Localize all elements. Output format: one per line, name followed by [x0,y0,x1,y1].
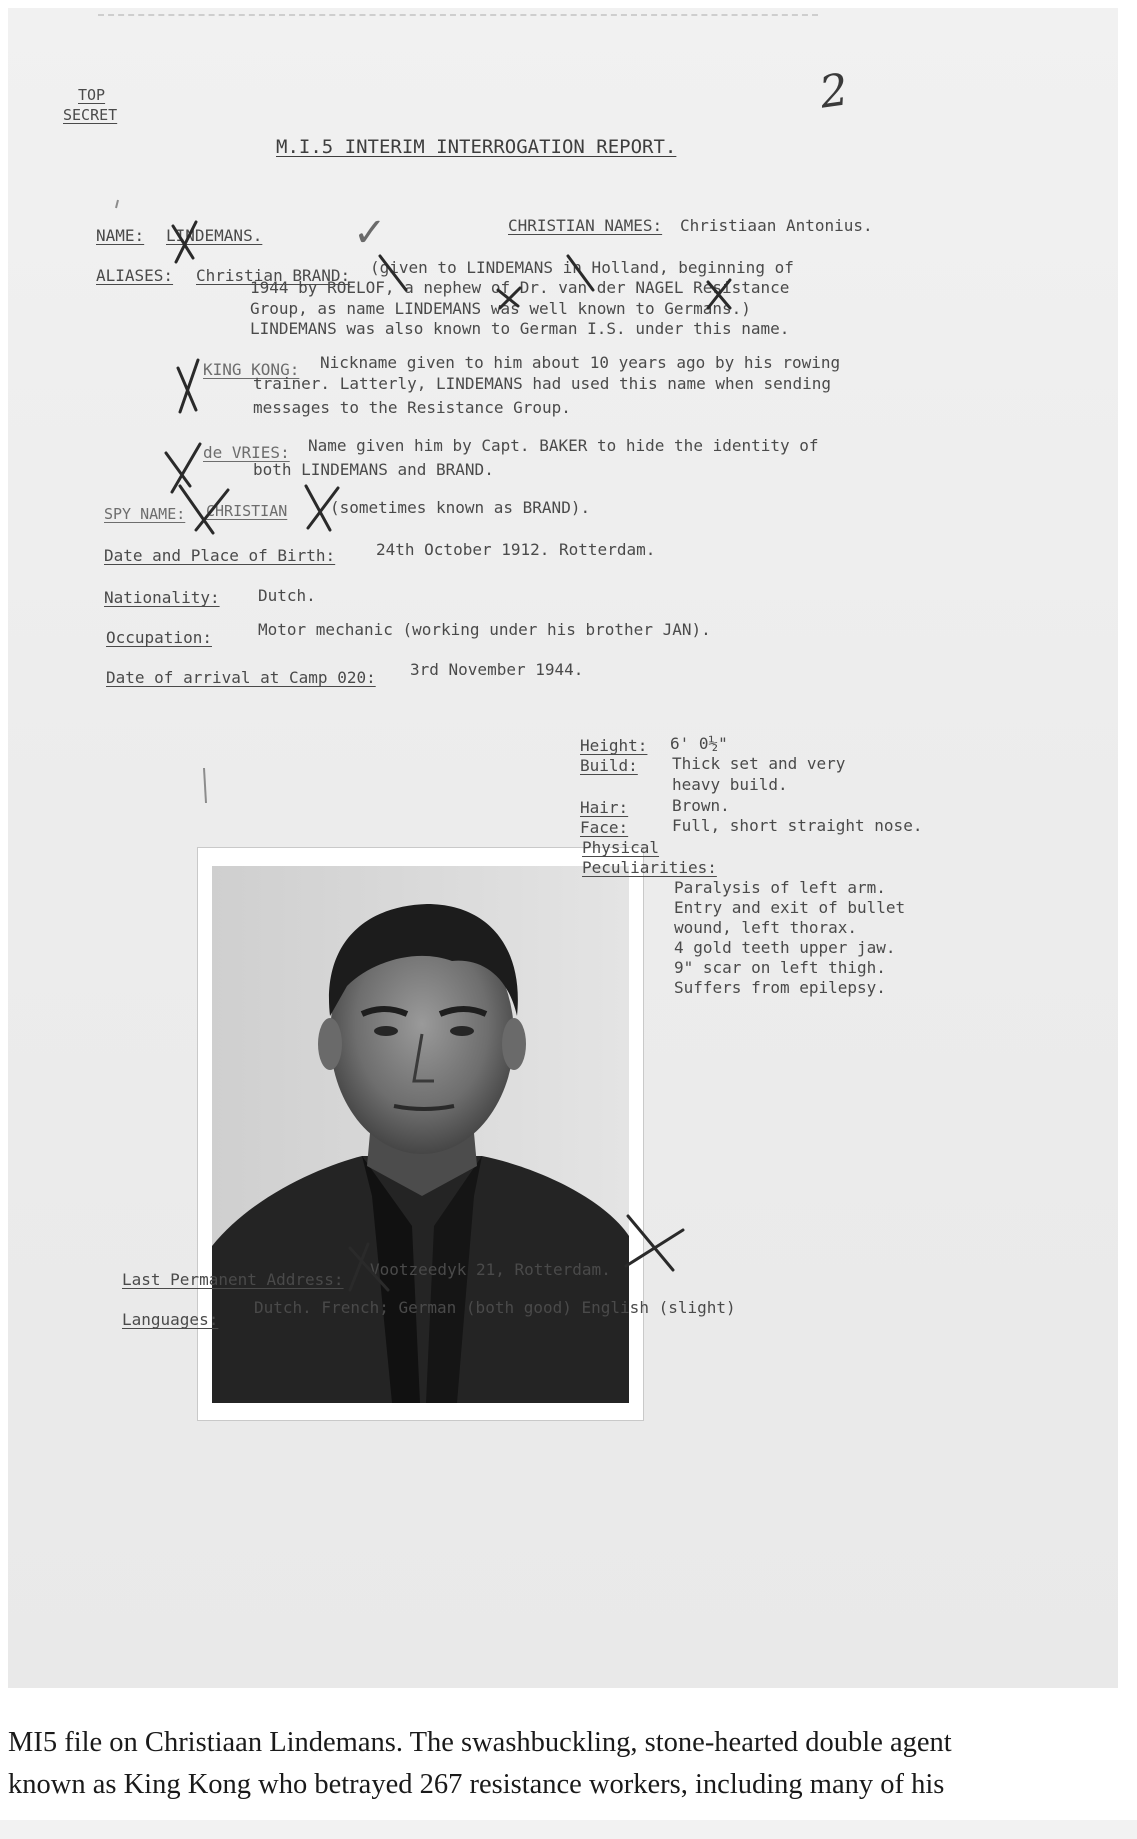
bottom-band [0,1820,1137,1839]
address-value: Vootzeedyk 21, Rotterdam. [370,1260,611,1279]
build-line: heavy build. [672,775,788,794]
nationality-value: Dutch. [258,586,316,605]
hair-label: Hair: [580,798,629,817]
alias-de-vries-line: Name given him by Capt. BAKER to hide the identity of [308,436,819,455]
arrival-label: Date of arrival at Camp 020: [106,668,376,687]
alias-brand-line: LINDEMANS was also known to German I.S. under this name. [250,319,790,338]
spy-name-value: CHRISTIAN [206,502,288,520]
figure-caption [8,1722,1128,1806]
peculiarity-item: Entry and exit of bullet [674,898,906,917]
report-title: M.I.5 INTERIM INTERROGATION REPORT. [276,136,677,158]
aliases-label: ALIASES: [96,266,174,285]
top-edge-marks [98,14,818,24]
pencil-tick-mark: ✓ [353,210,387,256]
page-number: 2 [816,64,852,119]
christian-names-label: CHRISTIAN NAMES: [508,216,663,235]
peculiarities-label: Peculiarities: [582,858,717,877]
build-label: Build: [580,756,638,775]
classification-secret: SECRET [63,106,118,124]
languages-value: Dutch. French; German (both good) English (slight) [254,1298,736,1317]
alias-brand-name: Christian BRAND: [196,266,351,285]
face-value: Full, short straight nose. [672,816,923,835]
birth-value: 24th October 1912. Rotterdam. [376,540,656,559]
height-value: 6' 0½" [670,734,728,753]
caption-line: known as King Kong who betrayed 267 resistance workers, including many of his [8,1769,945,1800]
alias-king-kong-line: trainer. Latterly, LINDEMANS had used this name when sending [253,374,831,393]
alias-brand-line: (given to LINDEMANS in Holland, beginning of [370,258,794,277]
christian-names-value: Christiaan Antonius. [680,216,873,235]
alias-brand-line: 1944 by ROELOF, a nephew of Dr. van der NAGEL Resistance [250,278,790,297]
classification-top: TOP [78,86,106,104]
peculiarity-item: wound, left thorax. [674,918,858,937]
alias-king-kong-line: messages to the Resistance Group. [253,398,571,417]
alias-de-vries-name: de VRIES: [203,443,290,462]
peculiarity-item: Paralysis of left arm. [674,878,886,897]
languages-label: Languages: [122,1310,219,1329]
occupation-label: Occupation: [106,628,212,647]
peculiarity-item: 4 gold teeth upper jaw. [674,938,896,957]
alias-king-kong-name: KING KONG: [203,360,300,379]
occupation-value: Motor mechanic (working under his brother JAN). [258,620,711,639]
report-page [8,8,1118,1688]
caption-line: MI5 file on Christiaan Lindemans. The swashbuckling, stone-hearted double agent [8,1727,952,1758]
arrival-value: 3rd November 1944. [410,660,584,679]
alias-de-vries-line: both LINDEMANS and BRAND. [253,460,494,479]
address-label: Last Permanent Address: [122,1270,344,1289]
alias-brand-line: Group, as name LINDEMANS was well known to Germans.) [250,299,751,318]
hair-value: Brown. [672,796,730,815]
peculiarity-item: Suffers from epilepsy. [674,978,886,997]
portrait-photograph [212,866,629,1403]
photograph-frame [198,848,643,1420]
birth-label: Date and Place of Birth: [104,546,336,565]
peculiarity-item: 9" scar on left thigh. [674,958,886,977]
face-label: Face: [580,818,629,837]
peculiarities-label: Physical [582,838,660,857]
spy-name-note: (sometimes known as BRAND). [330,498,591,517]
spy-name-label: SPY NAME: [104,505,186,523]
nationality-label: Nationality: [104,588,220,607]
name-label: NAME: [96,226,145,245]
alias-king-kong-line: Nickname given to him about 10 years ago by his rowing [320,353,841,372]
height-label: Height: [580,736,648,755]
name-value: LINDEMANS. [166,226,263,245]
build-line: Thick set and very [672,754,846,773]
